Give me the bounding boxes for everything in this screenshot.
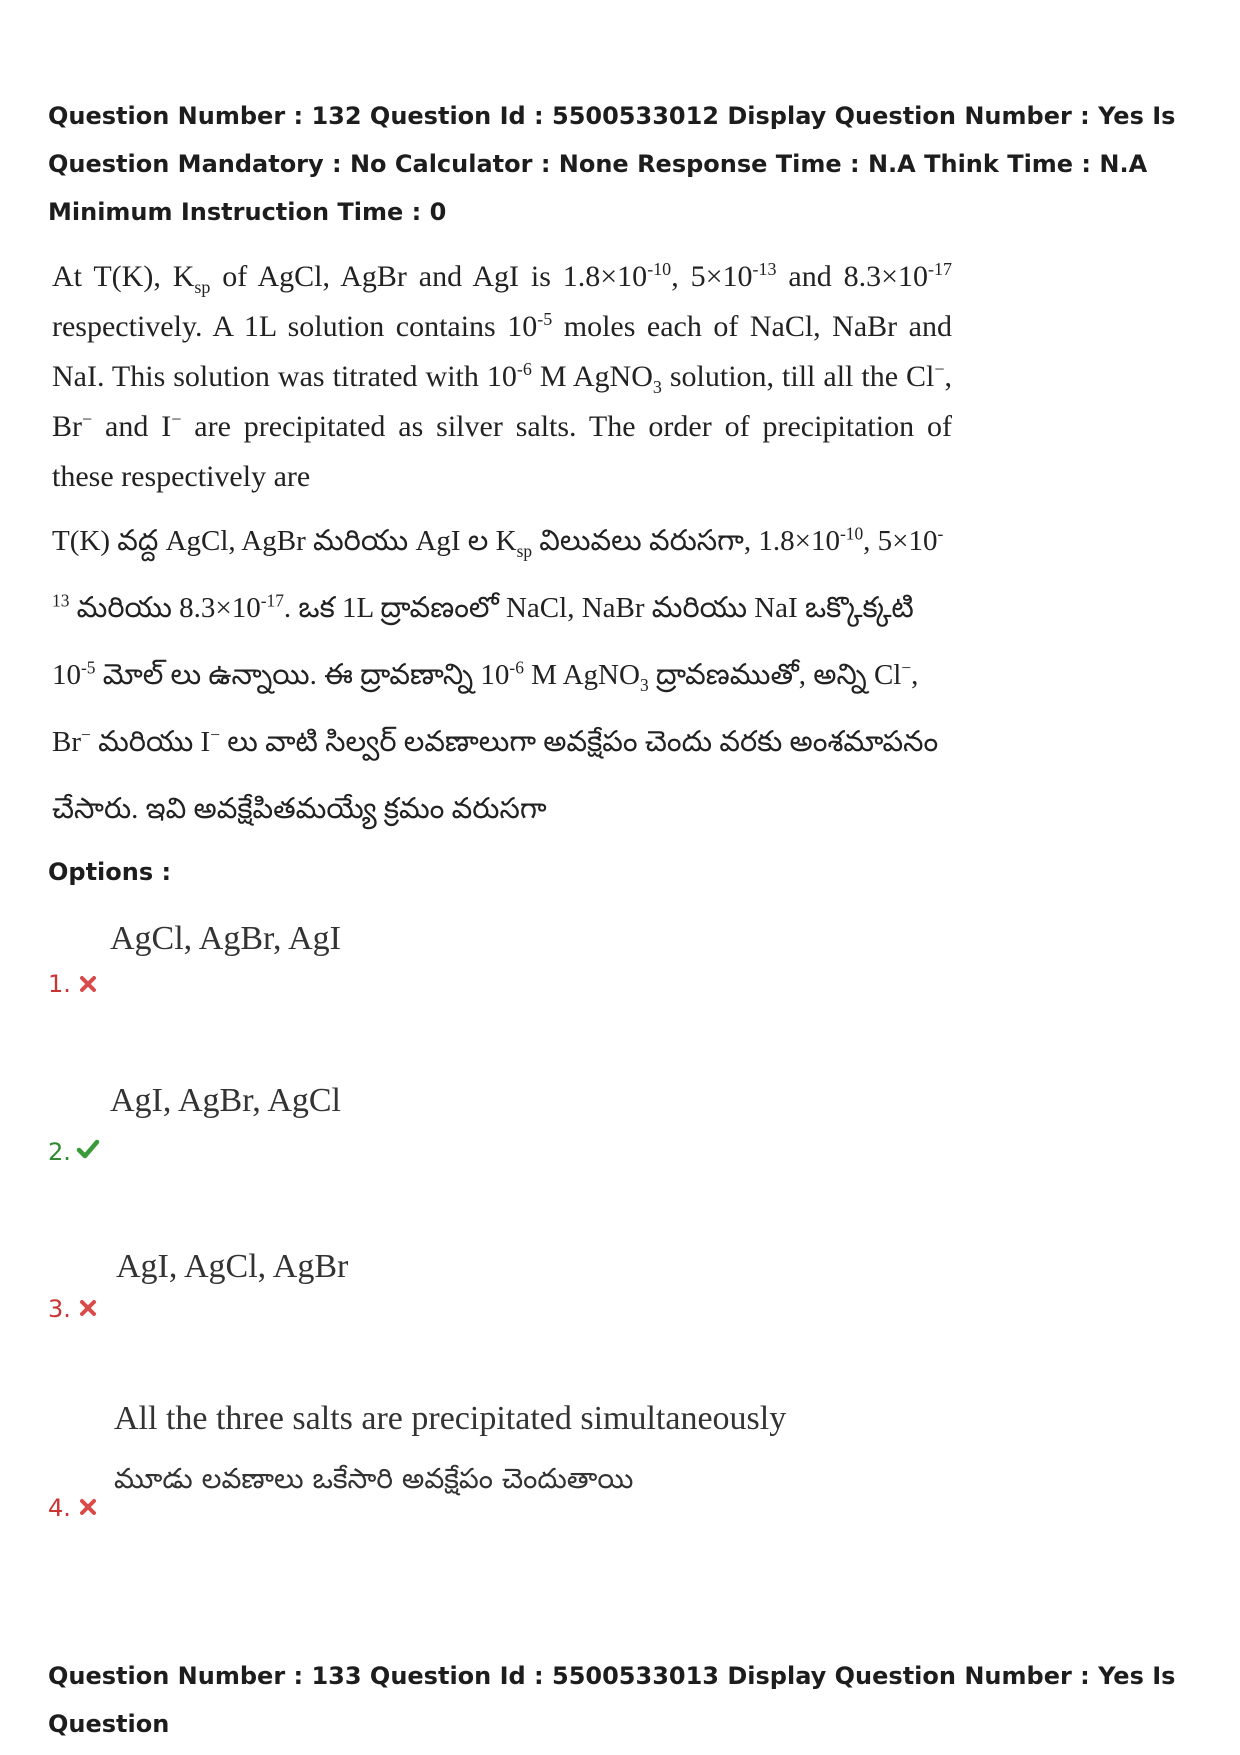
option-4-number: 4. bbox=[48, 1494, 71, 1522]
cross-icon bbox=[78, 1298, 98, 1318]
check-icon bbox=[76, 1138, 100, 1160]
option-4-text-telugu: మూడు లవణాలు ఒకేసారి అవక్షేపం చెందుతాయి bbox=[114, 1462, 634, 1495]
option-2-number: 2. bbox=[48, 1138, 71, 1166]
option-3-text[interactable]: AgI, AgCl, AgBr bbox=[116, 1248, 349, 1285]
cross-icon bbox=[78, 974, 98, 994]
option-3-number: 3. bbox=[48, 1295, 71, 1323]
option-2-text[interactable]: AgI, AgBr, AgCl bbox=[110, 1082, 341, 1119]
question-meta-header: Question Number : 132 Question Id : 5500533012 Display Question Number : Yes Is Question Mandatory : No Calculator : None Response Time : N.A Think Time : N.A Minimum Instruction Time : 0 bbox=[48, 102, 1176, 226]
next-question-meta-header: Question Number : 133 Question Id : 5500533013 Display Question Number : Yes Is Question bbox=[48, 1662, 1176, 1738]
option-1-number: 1. bbox=[48, 970, 71, 998]
option-1-text[interactable]: AgCl, AgBr, AgI bbox=[110, 920, 341, 957]
question-text-telugu: T(K) వద్ద AgCl, AgBr మరియు AgI ల $K_{sp}$ విలువలు వరుసగా, $1.8\times 10^{-10}$, $5\times 10^{-13}$ మరియు $8.3\times 10^{-17}$. ఒక 1L ద్రావణంలో NaCl, NaBr మరియు NaI ఒక్కొక్కటి $10^{-5}$ మోల్ లు ఉన్నాయి. ఈ ద్రావణాన్ని $10^{-6}$ M AgNO$_3$ ద్రావణముతో, అన్ని Cl−, Br− మరియు I− లు వాటి సిల్వర్ లవణాలుగా అవక్షేపం చెందు వరకు అంశమాపనం చేసారు. ఇవి అవక్షేపితమయ్యే క్రమం వరుసగా bbox=[52, 523, 944, 825]
option-4-text[interactable]: All the three salts are precipitated simultaneously bbox=[114, 1400, 787, 1437]
question-text-english: At T(K), $K_{sp}$ of AgCl, AgBr and AgI is $1.8\times 10^{-10}$, $5\times 10^{-13}$ and $8.3\times 10^{-17}$ respectively. A 1L solution contains $10^{-5}$ moles each of NaCl, NaBr and NaI. This solution was titrated with $10^{-6}$ M AgNO$_3$ solution, till all the Cl−, Br− and I− are precipitated as silver salts. The order of precipitation of these respectively are bbox=[52, 259, 953, 493]
options-label: Options : bbox=[48, 858, 172, 886]
cross-icon bbox=[78, 1497, 98, 1517]
